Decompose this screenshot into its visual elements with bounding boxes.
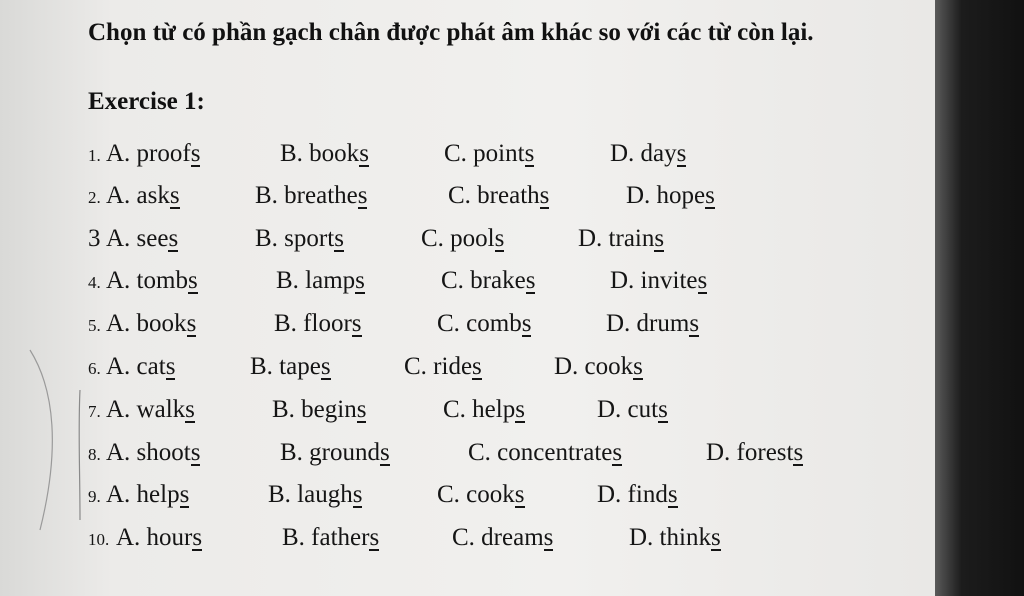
option-text: D. day	[610, 140, 677, 167]
question-row	[0, 481, 840, 511]
option-text: A. proof	[106, 140, 191, 167]
underlined-part: s	[351, 310, 362, 337]
answer-option	[597, 396, 668, 424]
underlined-part: s	[334, 225, 344, 252]
question-row	[0, 310, 840, 340]
option-text: D. invite	[610, 267, 698, 294]
underlined-part: s	[525, 267, 536, 294]
answer-option	[282, 524, 379, 552]
option-text: A. tomb	[106, 267, 188, 294]
option-text: A. hour	[116, 524, 193, 551]
answer-option	[106, 439, 200, 467]
option-text: B. breathe	[255, 182, 358, 209]
underlined-part: s	[179, 481, 190, 508]
underlined-part: s	[369, 524, 380, 551]
underlined-part: s	[494, 225, 505, 252]
option-text: B. tape	[250, 353, 321, 380]
answer-option	[626, 182, 715, 210]
instruction-title: Chọn từ có phần gạch chân được phát âm khác so với các từ còn lại.	[88, 19, 814, 46]
underlined-part: s	[515, 396, 525, 423]
question-number: 5.	[88, 316, 101, 335]
answer-option	[106, 310, 196, 338]
background-edge	[935, 0, 1024, 596]
underlined-part: s	[352, 481, 363, 508]
question-number: 8.	[88, 445, 101, 464]
underlined-part: s	[190, 140, 201, 167]
underlined-part: s	[165, 353, 176, 380]
answer-option	[250, 353, 331, 381]
answer-option	[404, 353, 482, 381]
option-text: A. book	[106, 310, 187, 337]
underlined-part: s	[355, 267, 365, 294]
answer-option	[448, 182, 549, 210]
answer-option	[106, 267, 198, 295]
underlined-part: s	[356, 396, 367, 423]
answer-option	[280, 439, 390, 467]
answer-option	[116, 524, 202, 552]
answer-option	[610, 140, 686, 168]
option-text: D. hope	[626, 182, 706, 209]
option-text: C. comb	[437, 310, 522, 337]
option-text: A. help	[106, 481, 180, 508]
underlined-part: s	[705, 182, 715, 209]
answer-option	[276, 267, 365, 295]
question-number: 9.	[88, 487, 101, 506]
answer-option	[443, 396, 525, 424]
option-text: D. find	[597, 481, 668, 508]
underlined-part: s	[521, 310, 532, 337]
option-text: B. begin	[272, 396, 357, 423]
question-number: 7.	[88, 402, 101, 421]
option-text: C. breath	[448, 182, 540, 209]
underlined-part: s	[524, 140, 535, 167]
option-text: B. father	[282, 524, 370, 551]
underlined-part: s	[168, 225, 179, 252]
answer-option	[255, 182, 367, 210]
answer-option	[629, 524, 721, 552]
question-number: 2.	[88, 188, 101, 207]
underlined-part: s	[190, 439, 201, 466]
answer-option	[610, 267, 707, 295]
answer-option	[274, 310, 362, 338]
question-row	[0, 353, 840, 383]
option-text: D. forest	[706, 439, 794, 466]
underlined-part: s	[697, 267, 708, 294]
answer-option	[437, 481, 525, 509]
answer-option	[421, 225, 504, 253]
answer-option	[106, 182, 180, 210]
option-text: C. brake	[441, 267, 526, 294]
answer-option	[444, 140, 534, 168]
underlined-part: s	[689, 310, 700, 337]
underlined-part: s	[380, 439, 390, 466]
answer-option	[106, 353, 175, 381]
underlined-part: s	[543, 524, 554, 551]
answer-option	[268, 481, 362, 509]
question-row	[0, 140, 840, 170]
option-text: B. ground	[280, 439, 380, 466]
answer-option	[706, 439, 803, 467]
answer-option	[106, 140, 200, 168]
question-row	[0, 225, 840, 255]
option-text: B. floor	[274, 310, 352, 337]
underlined-part: s	[710, 524, 721, 551]
option-text: C. point	[444, 140, 525, 167]
answer-option	[606, 310, 699, 338]
option-text: B. laugh	[268, 481, 353, 508]
underlined-part: s	[320, 353, 331, 380]
answer-option	[106, 396, 195, 424]
question-number: 10.	[88, 530, 110, 549]
answer-option	[437, 310, 531, 338]
question-row	[0, 396, 840, 426]
underlined-part: s	[658, 396, 668, 423]
underlined-part: s	[357, 182, 368, 209]
question-row	[0, 267, 840, 297]
option-text: D. think	[629, 524, 711, 551]
answer-option	[578, 225, 664, 253]
option-text: A. ask	[106, 182, 170, 209]
answer-option	[468, 439, 622, 467]
underlined-part: s	[192, 524, 203, 551]
option-text: C. cook	[437, 481, 515, 508]
option-text: C. help	[443, 396, 516, 423]
underlined-part: s	[185, 396, 195, 423]
answer-option	[441, 267, 535, 295]
question-row	[0, 439, 840, 469]
question-number: 3	[88, 225, 101, 252]
underlined-part: s	[676, 140, 687, 167]
option-text: A. walk	[106, 396, 186, 423]
option-text: D. train	[578, 225, 655, 252]
option-text: B. sport	[255, 225, 335, 252]
underlined-part: s	[667, 481, 678, 508]
option-text: A. shoot	[106, 439, 191, 466]
question-row	[0, 524, 840, 554]
question-number: 4.	[88, 273, 101, 292]
underlined-part: s	[169, 182, 180, 209]
exercise-heading: Exercise 1:	[88, 88, 205, 115]
underlined-part: s	[186, 310, 197, 337]
option-text: A. see	[106, 225, 169, 252]
option-text: C. ride	[404, 353, 473, 380]
underlined-part: s	[472, 353, 482, 380]
underlined-part: s	[633, 353, 643, 380]
underlined-part: s	[359, 140, 369, 167]
option-text: D. drum	[606, 310, 690, 337]
underlined-part: s	[514, 481, 525, 508]
answer-option	[597, 481, 678, 509]
option-text: D. cook	[554, 353, 634, 380]
question-number: 6.	[88, 359, 101, 378]
underlined-part: s	[793, 439, 804, 466]
option-text: C. pool	[421, 225, 495, 252]
option-text: B. lamp	[276, 267, 356, 294]
answer-option	[452, 524, 553, 552]
option-text: A. cat	[106, 353, 166, 380]
underlined-part: s	[612, 439, 623, 466]
underlined-part: s	[539, 182, 550, 209]
answer-option	[272, 396, 366, 424]
question-number: 1.	[88, 146, 101, 165]
answer-option	[106, 481, 189, 509]
option-text: B. book	[280, 140, 360, 167]
answer-option	[554, 353, 643, 381]
underlined-part: s	[654, 225, 665, 252]
underlined-part: s	[187, 267, 198, 294]
answer-option	[106, 225, 178, 253]
option-text: C. concentrate	[468, 439, 613, 466]
option-text: C. dream	[452, 524, 544, 551]
question-row	[0, 182, 840, 212]
answer-option	[280, 140, 369, 168]
option-text: D. cut	[597, 396, 659, 423]
answer-option	[255, 225, 344, 253]
